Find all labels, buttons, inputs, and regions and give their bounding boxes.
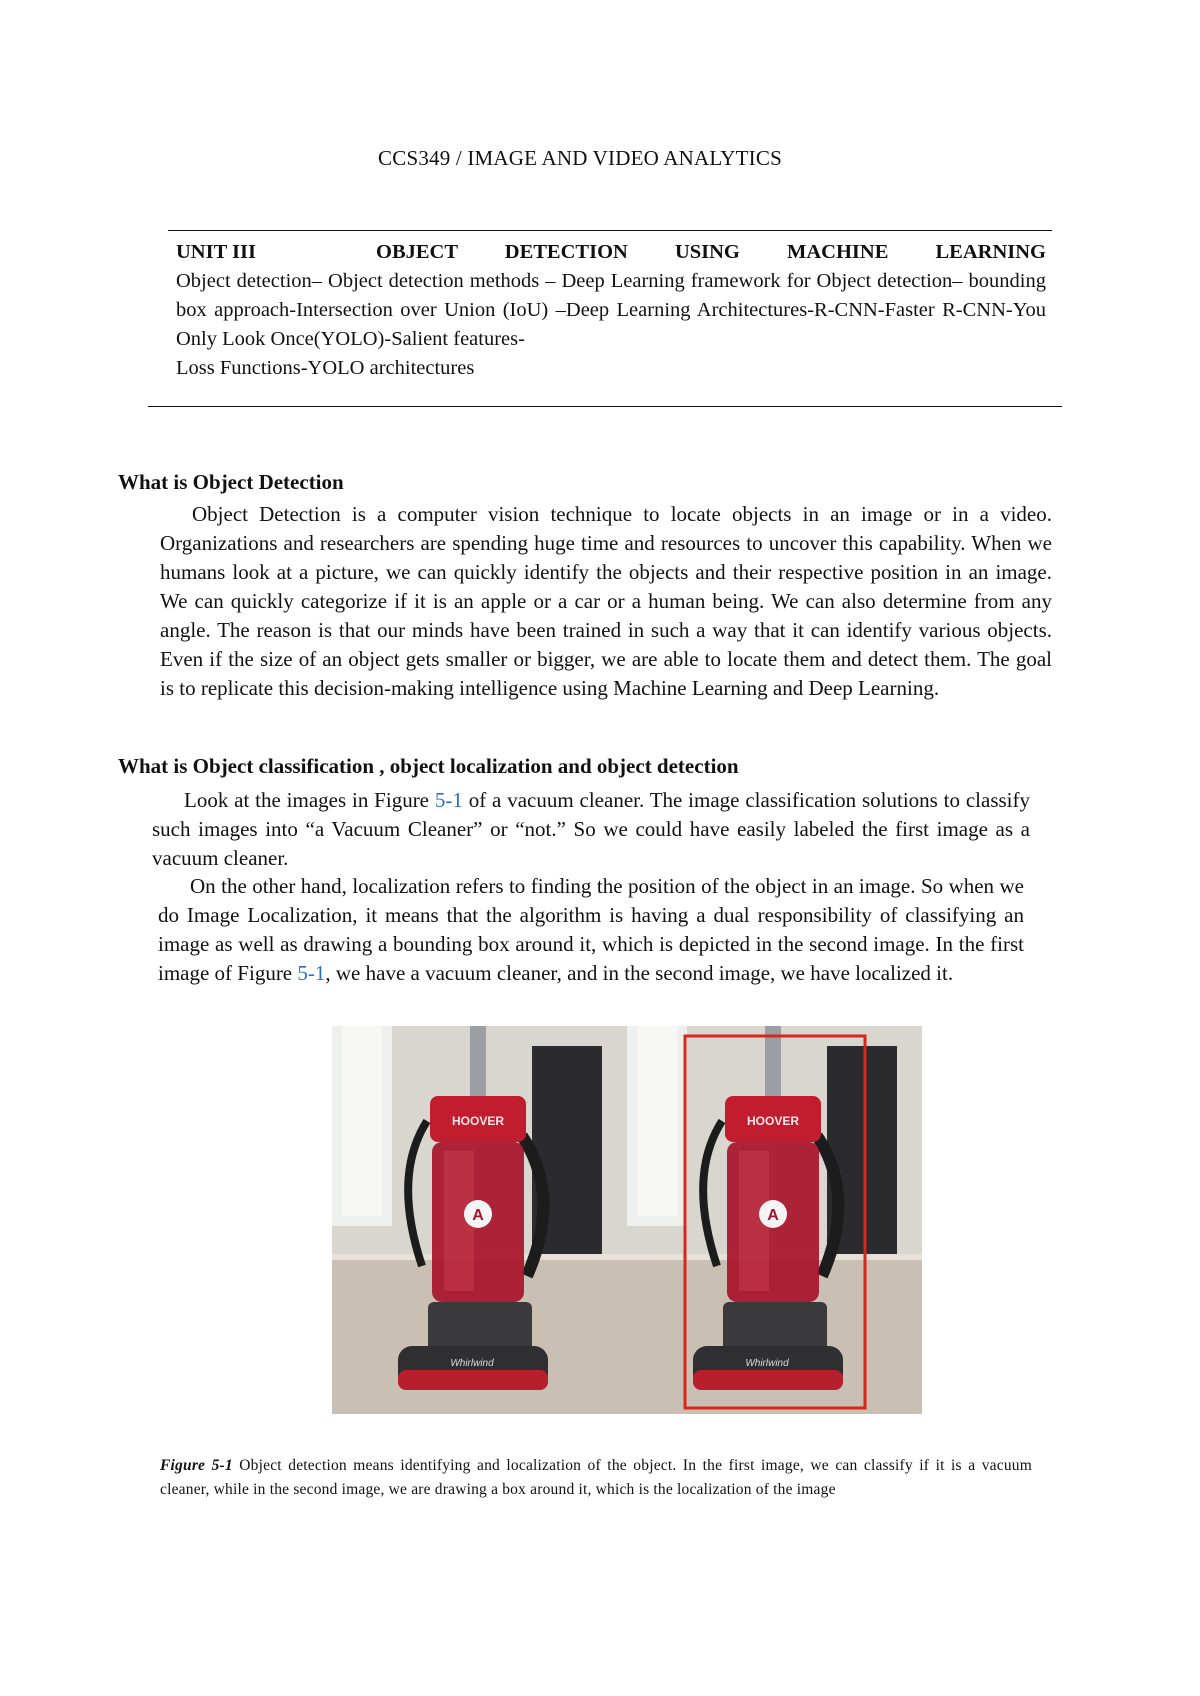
figure-caption (160, 1454, 1032, 1502)
unit-heading-row (176, 238, 1046, 267)
unit-description: Object detection– Object detection methods – Deep Learning framework for Object detection– bounding box approach-Intersection over Union (IoU) –Deep Learning Architectures-R-CNN-Faster R-CNN-You Only Look Once(YOLO)-Salient features- (176, 270, 1046, 350)
brand-label: HOOVER (746, 1114, 800, 1128)
page-header-title: CCS349 / IMAGE AND VIDEO ANALYTICS (378, 146, 782, 170)
paragraph-text: On the other hand, localization refers to finding the position of the object in an image. So when we do Image Localization, it means that the algorithm is having a dual responsibility of classifying an image as well as drawing a bounding box around it, which is depicted in the second image. In the first image of Figure (158, 874, 1024, 985)
figure-reference-link[interactable]: 5-1 (434, 788, 463, 812)
paragraph-text: Look at the images in Figure (184, 788, 435, 812)
unit-top-rule (168, 230, 1052, 231)
classification-paragraph (152, 786, 1030, 873)
section-heading-object-detection: What is Object Detection (118, 470, 344, 494)
unit-description-last-line: Loss Functions-YOLO architectures (176, 357, 475, 379)
brand-label: HOOVER (451, 1114, 505, 1128)
figure-vacuum-cleaner (332, 1026, 922, 1414)
vacuum-localization-image (627, 1026, 922, 1414)
base-label: Whirlwind (745, 1358, 789, 1369)
figure-caption-text: Object detection means identifying and localization of the object. In the first image, we can classify if it is a vacuum cleaner, while in the second image, we are drawing a box around it, which is the localization of the image (160, 1457, 1032, 1498)
figure-reference-link[interactable]: 5-1 (297, 961, 326, 985)
vacuum-classification-image (332, 1026, 627, 1414)
badge-label: A (472, 1207, 484, 1224)
unit-title: OBJECT DETECTION USING MACHINE LEARNING (376, 241, 1046, 263)
vacuum-scene-right (627, 1026, 922, 1414)
base-label: Whirlwind (450, 1358, 494, 1369)
paragraph-text: of a vacuum cleaner. The image classification solutions to classify such images into “a Vacuum Cleaner” or “not.” So we could have easily labeled the first image as a vacuum cleaner. (152, 788, 1030, 870)
figure-caption-label: Figure 5-1 (160, 1457, 233, 1474)
paragraph-text: , we have a vacuum cleaner, and in the second image, we have localized it. (325, 961, 954, 985)
localization-paragraph (158, 872, 1024, 988)
unit-syllabus-box (176, 238, 1046, 383)
section-heading-classification-localization: What is Object classification , object localization and object detection (118, 754, 739, 778)
unit-bottom-rule (148, 406, 1062, 407)
unit-number: UNIT III (176, 241, 256, 263)
object-detection-paragraph: Object Detection is a computer vision technique to locate objects in an image or in a video. Organizations and researchers are spending huge time and resources to uncover this capability. When we humans look at a picture, we can quickly identify the objects and their respective position in an image. We can quickly categorize if it is an apple or a car or a human being. We can also determine from any angle. The reason is that our minds have been trained in such a way that it can identify various objects. Even if the size of an object gets smaller or bigger, we are able to locate them and detect them. The goal is to replicate this decision-making intelligence using Machine Learning and Deep Learning. (160, 502, 1052, 700)
badge-label: A (767, 1207, 779, 1224)
vacuum-scene-left (332, 1026, 627, 1414)
